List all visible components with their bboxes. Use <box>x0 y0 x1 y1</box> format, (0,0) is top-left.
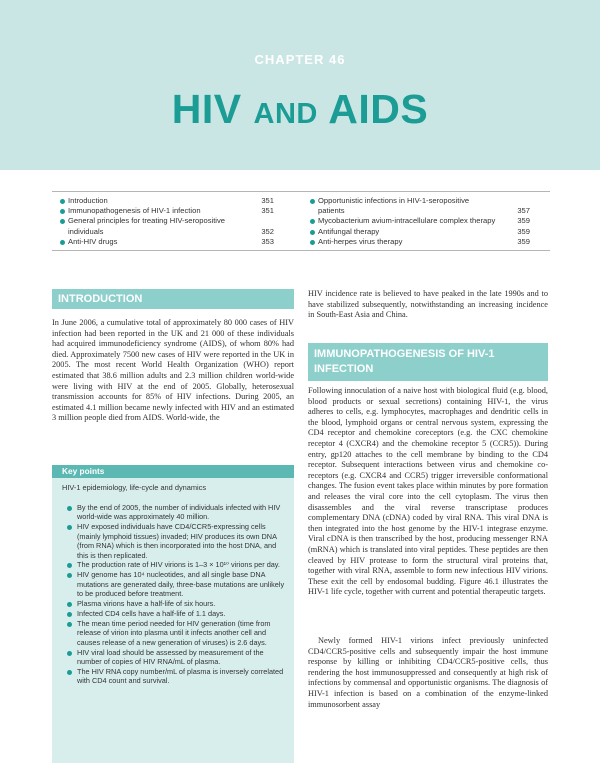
toc-item[interactable] <box>308 237 530 247</box>
immunopathogenesis-heading: IMMUNOPATHOGENESIS OF HIV-1 INFECTION <box>308 343 548 381</box>
toc-item[interactable] <box>58 216 274 236</box>
introduction-continued: HIV incidence rate is believed to have peaked in the late 1990s and to have stabilized subsequently, notwithstanding an increasing incidence in South-East Asia and China. <box>308 289 548 320</box>
toc-item-page: 359 <box>517 216 530 226</box>
toc-item-label: Opportunistic infections in HIV-1-seropositive patients <box>318 196 470 216</box>
introduction-heading: INTRODUCTION <box>52 289 294 309</box>
key-point-item: The production rate of HIV virions is 1–3 × 10¹⁰ virions per day. <box>66 560 286 569</box>
toc-right <box>308 196 530 247</box>
toc-item-page: 351 <box>261 206 274 216</box>
key-point-item: The HIV RNA copy number/mL of plasma is inversely correlated with CD4 count and survival. <box>66 667 286 686</box>
toc-item-label: General principles for treating HIV-seropositive individuals <box>68 216 226 236</box>
toc-item-page: 352 <box>261 226 274 236</box>
title-and: AND <box>253 98 318 130</box>
key-point-item: Infected CD4 cells have a half-life of 1.1 days. <box>66 609 286 618</box>
chapter-title <box>0 86 600 133</box>
key-point-item: Plasma virions have a half-life of six hours. <box>66 599 286 608</box>
key-point-item: The mean time period needed for HIV generation (time from release of virion into plasma until it infects another cell and causes release of a new generation of viruses) is 2.6 days. <box>66 619 286 647</box>
toc-item-label: Antifungal therapy <box>318 226 380 236</box>
introduction-text: In June 2006, a cumulative total of approximately 80 000 cases of HIV infection had been reported in the UK and 21 000 of these individuals had acquired immunodeficiency syndrome (AIDS), of whom 80% had died. Approximately 7500 new cases of HIV were reported in the UK in 2005. The most recent World Health Organization (WHO) report estimated that 38.6 million adults and 2.3 million children world-wide were living with HIV at the end of 2005. Globally, heterosexual transmission accounts for 85% of HIV infections. During 2005, an estimated 4.1 million became newly infected with HIV and an estimated 3 million people died from AIDS. World-wide, the <box>52 318 294 423</box>
title-hiv: HIV <box>171 86 242 132</box>
key-point-item: By the end of 2005, the number of individuals infected with HIV world-wide was approximately 40 million. <box>66 503 286 522</box>
toc-item-label: Introduction <box>68 196 108 205</box>
chapter-banner <box>0 0 600 170</box>
toc-item-label: Anti-HIV drugs <box>68 236 118 246</box>
toc-item-page: 359 <box>517 236 530 246</box>
title-aids: AIDS <box>328 86 429 132</box>
key-points-subtitle: HIV-1 epidemiology, life-cycle and dynamics <box>62 483 207 492</box>
toc-item-page: 359 <box>517 226 530 236</box>
toc-item-label: Mycobacterium avium-intracellulare complex therapy <box>318 216 496 226</box>
immunopathogenesis-para-2: Newly formed HIV-1 virions infect previously uninfected CD4/CCR5-positive cells and subsequently impair the host immune response by killing or inhibiting CD4/CCR5-positive cells, thus rendering the host immunosuppressed and consequently at high risk of infections by commensal and opportunistic organisms. The diagnosis of HIV-1 infection is based on a combination of the enzyme-linked immunosorbent assay <box>308 636 548 709</box>
key-points-list <box>66 503 286 686</box>
immunopathogenesis-para-1: Following innoculation of a naive host with biological fluid (e.g. blood, blood products or sexual secretions) containing HIV-1, the virus adheres to cells, e.g. lymphocytes, macrophages and dendritic cells in the blood, lymphoid organs or central nervous system, expressing the CD4 receptor and chemokine coreceptors (e.g. the CXC chemokine receptor 4 (CXCR4) and the chemokine receptor 5 (CCR5)). During entry, gp120 attaches to the cell membrane by binding to the CD4 receptor. Subsequent interactions between virus and chemokine co-receptors (e.g. CXCR4 and CCR5) trigger irreversible conformational changes. The fusion event takes place within minutes by pore formation and releases the viral core into the cell cytoplasm. The virus then disassembles and the viral reverse transcriptase produces complementary DNA (cDNA) coded by viral RNA. This viral DNA is then integrated into the host genome by the HIV-1 integrase enzyme. Viral cDNA is then transcribed by the host, producing messenger RNA (mRNA) which is translated into viral peptides. These peptides are then cleaved by HIV protease to form the structural viral proteins that, together with viral RNA, assemble to form new infectious HIV virions. These exit the cell by endosomal budding. Figure 46.1 illustrates the HIV-1 life cycle, together with current and potential therapeutic targets. <box>308 386 548 597</box>
toc-item[interactable] <box>308 216 530 226</box>
toc-item-page: 353 <box>261 236 274 246</box>
toc-left <box>58 196 274 247</box>
toc-item[interactable] <box>58 237 274 247</box>
key-points-heading: Key points <box>52 465 294 478</box>
toc-item-page: 351 <box>261 196 274 205</box>
toc-item[interactable] <box>308 196 530 216</box>
toc-item-page: 357 <box>517 206 530 216</box>
key-point-item: HIV genome has 10⁴ nucleotides, and all single base DNA mutations are generated daily, three-base mutations are unlikely to be produced before treatment. <box>66 570 286 598</box>
toc-item[interactable] <box>58 196 274 206</box>
toc-rule-bottom <box>52 250 550 251</box>
toc-item-label: Immunopathogenesis of HIV-1 infection <box>68 206 201 216</box>
toc-item[interactable] <box>58 206 274 216</box>
key-point-item: HIV exposed individuals have CD4/CCR5-expressing cells (mainly lymphoid tissues) invaded; HIV produces its own DNA (from RNA) which is then incorporated into the host DNA, and this is then replicated. <box>66 522 286 560</box>
toc-item[interactable] <box>308 227 530 237</box>
toc-item-label: Anti-herpes virus therapy <box>318 236 403 246</box>
key-point-item: HIV viral load should be assessed by measurement of the number of copies of HIV RNA/mL of plasma. <box>66 648 286 667</box>
chapter-number: CHAPTER 46 <box>254 52 346 67</box>
toc-rule-top <box>52 191 550 192</box>
